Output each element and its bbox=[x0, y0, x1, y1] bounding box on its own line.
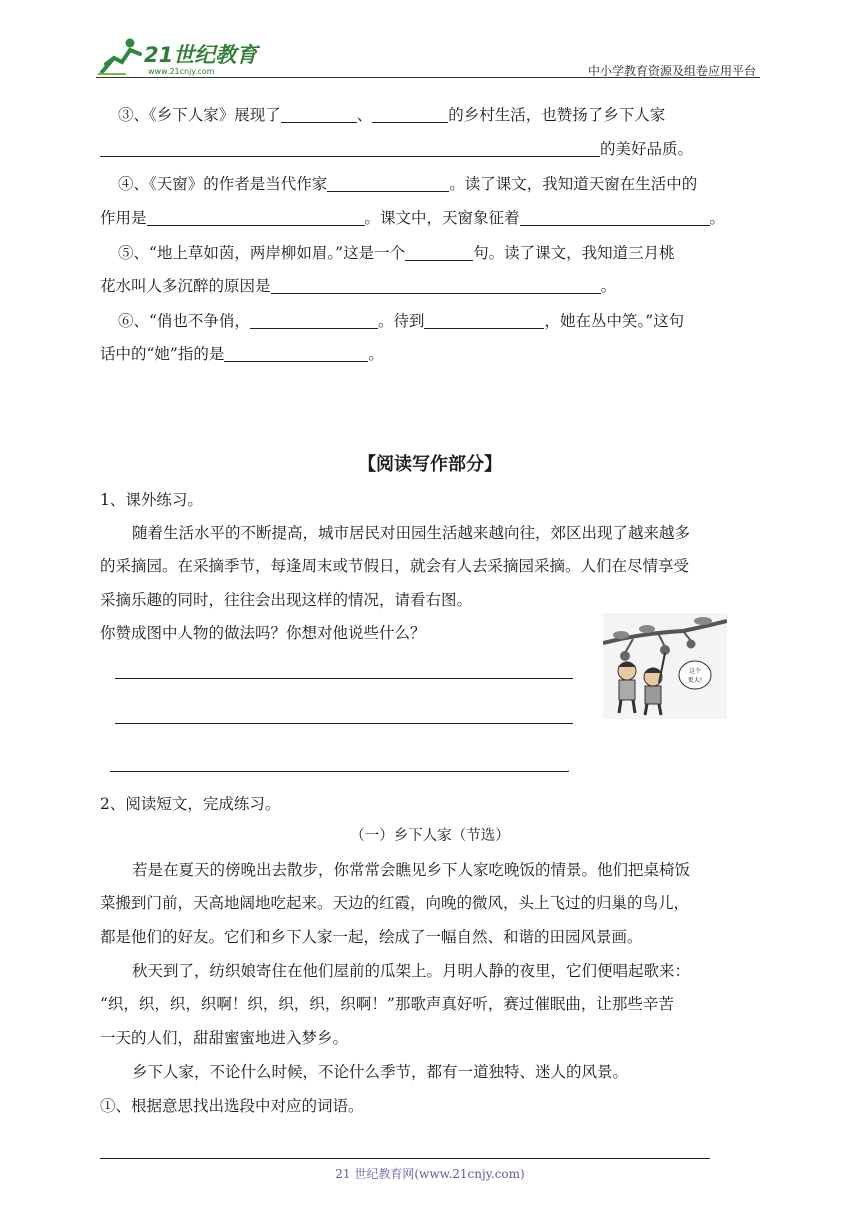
q4-line1: ④、《天窗》的作者是当代作家 。读了课文，我知道天窗在生活中的 bbox=[118, 175, 698, 193]
ex1-question: 你赞成图中人物的做法吗？你想对他说些什么？ bbox=[100, 624, 426, 642]
platform-name: 中小学教育资源及组卷应用平台 bbox=[587, 64, 756, 78]
passage-line: “织，织，织，织啊！织，织，织，织啊！”那歌声真好听，赛过催眠曲，让那些辛苦 bbox=[100, 995, 674, 1013]
exercise-1-title: 1、课外练习。 bbox=[100, 491, 203, 509]
sub-question-1: ①、根据意思找出选段中对应的词语。 bbox=[100, 1097, 364, 1115]
section-title: 【阅读写作部分】 bbox=[358, 454, 502, 475]
ex1-paragraph-line: 采摘乐趣的同时，往往会出现这样的情况，请看右图。 bbox=[100, 591, 473, 609]
passage-line: 若是在夏天的傍晚出去散步，你常常会瞧见乡下人家吃晚饭的情景。他们把桌椅饭 bbox=[132, 861, 691, 879]
exercise-2-title: 2、阅读短文，完成练习。 bbox=[100, 795, 281, 813]
q5-line2: 花水叫人多沉醉的原因是 。 bbox=[100, 277, 617, 295]
q6-line2: 话中的“她”指的是 。 bbox=[100, 345, 384, 363]
picking-fruit-illustration bbox=[603, 613, 727, 719]
passage-line: 一天的人们，甜甜蜜蜜地进入梦乡。 bbox=[100, 1029, 349, 1047]
svg-text:www.21cnjy.com: www.21cnjy.com bbox=[148, 67, 215, 76]
passage-line: 秋天到了，纺织娘寄住在他们屋前的瓜架上。月明人静的夜里，它们便唱起歌来： bbox=[132, 962, 691, 980]
answer-line bbox=[115, 723, 573, 724]
footer-divider bbox=[100, 1158, 710, 1159]
q5-line1: ⑤、“地上草如茵，两岸柳如眉。”这是一个 句。读了课文，我知道三月桃 bbox=[118, 244, 675, 262]
logo bbox=[96, 34, 261, 78]
footer-text: 21 世纪教育网(www.21cnjy.com) bbox=[335, 1167, 525, 1181]
answer-line bbox=[115, 678, 573, 679]
passage-line: 乡下人家，不论什么时候，不论什么季节，都有一道独特、迷人的风景。 bbox=[132, 1063, 629, 1081]
q4-line2: 作用是 。课文中，天窗象征着 。 bbox=[100, 209, 726, 227]
svg-text:21世纪教育: 21世纪教育 bbox=[144, 43, 258, 67]
svg-text:更大!: 更大! bbox=[687, 677, 703, 684]
q6-line1: ⑥、“俏也不争俏， 。待到 ，她在丛中笑。”这句 bbox=[118, 312, 685, 330]
ex1-paragraph-line: 随着生活水平的不断提高，城市居民对田园生活越来越向往，郊区出现了越来越多 bbox=[132, 524, 691, 542]
header-divider bbox=[96, 77, 760, 78]
q3-line2: 的美好品质。 bbox=[100, 139, 693, 159]
svg-text:这个: 这个 bbox=[688, 668, 702, 675]
ex1-paragraph-line: 的采摘园。在采摘季节，每逢周末或节假日，就会有人去采摘园采摘。人们在尽情享受 bbox=[100, 557, 690, 575]
passage-line: 菜搬到门前，天高地阔地吃起来。天边的红霞，向晚的微风，头上飞过的归巢的鸟儿， bbox=[100, 894, 690, 912]
answer-line bbox=[110, 771, 569, 772]
q3-line1: ③、《乡下人家》展现了 、 的乡村生活，也赞扬了乡下人家 bbox=[118, 106, 666, 124]
passage-line: 都是他们的好友。它们和乡下人家一起，绘成了一幅自然、和谐的田园风景画。 bbox=[100, 928, 643, 946]
running-figure-icon bbox=[98, 39, 140, 75]
passage-title: （一）乡下人家（节选） bbox=[350, 828, 510, 844]
